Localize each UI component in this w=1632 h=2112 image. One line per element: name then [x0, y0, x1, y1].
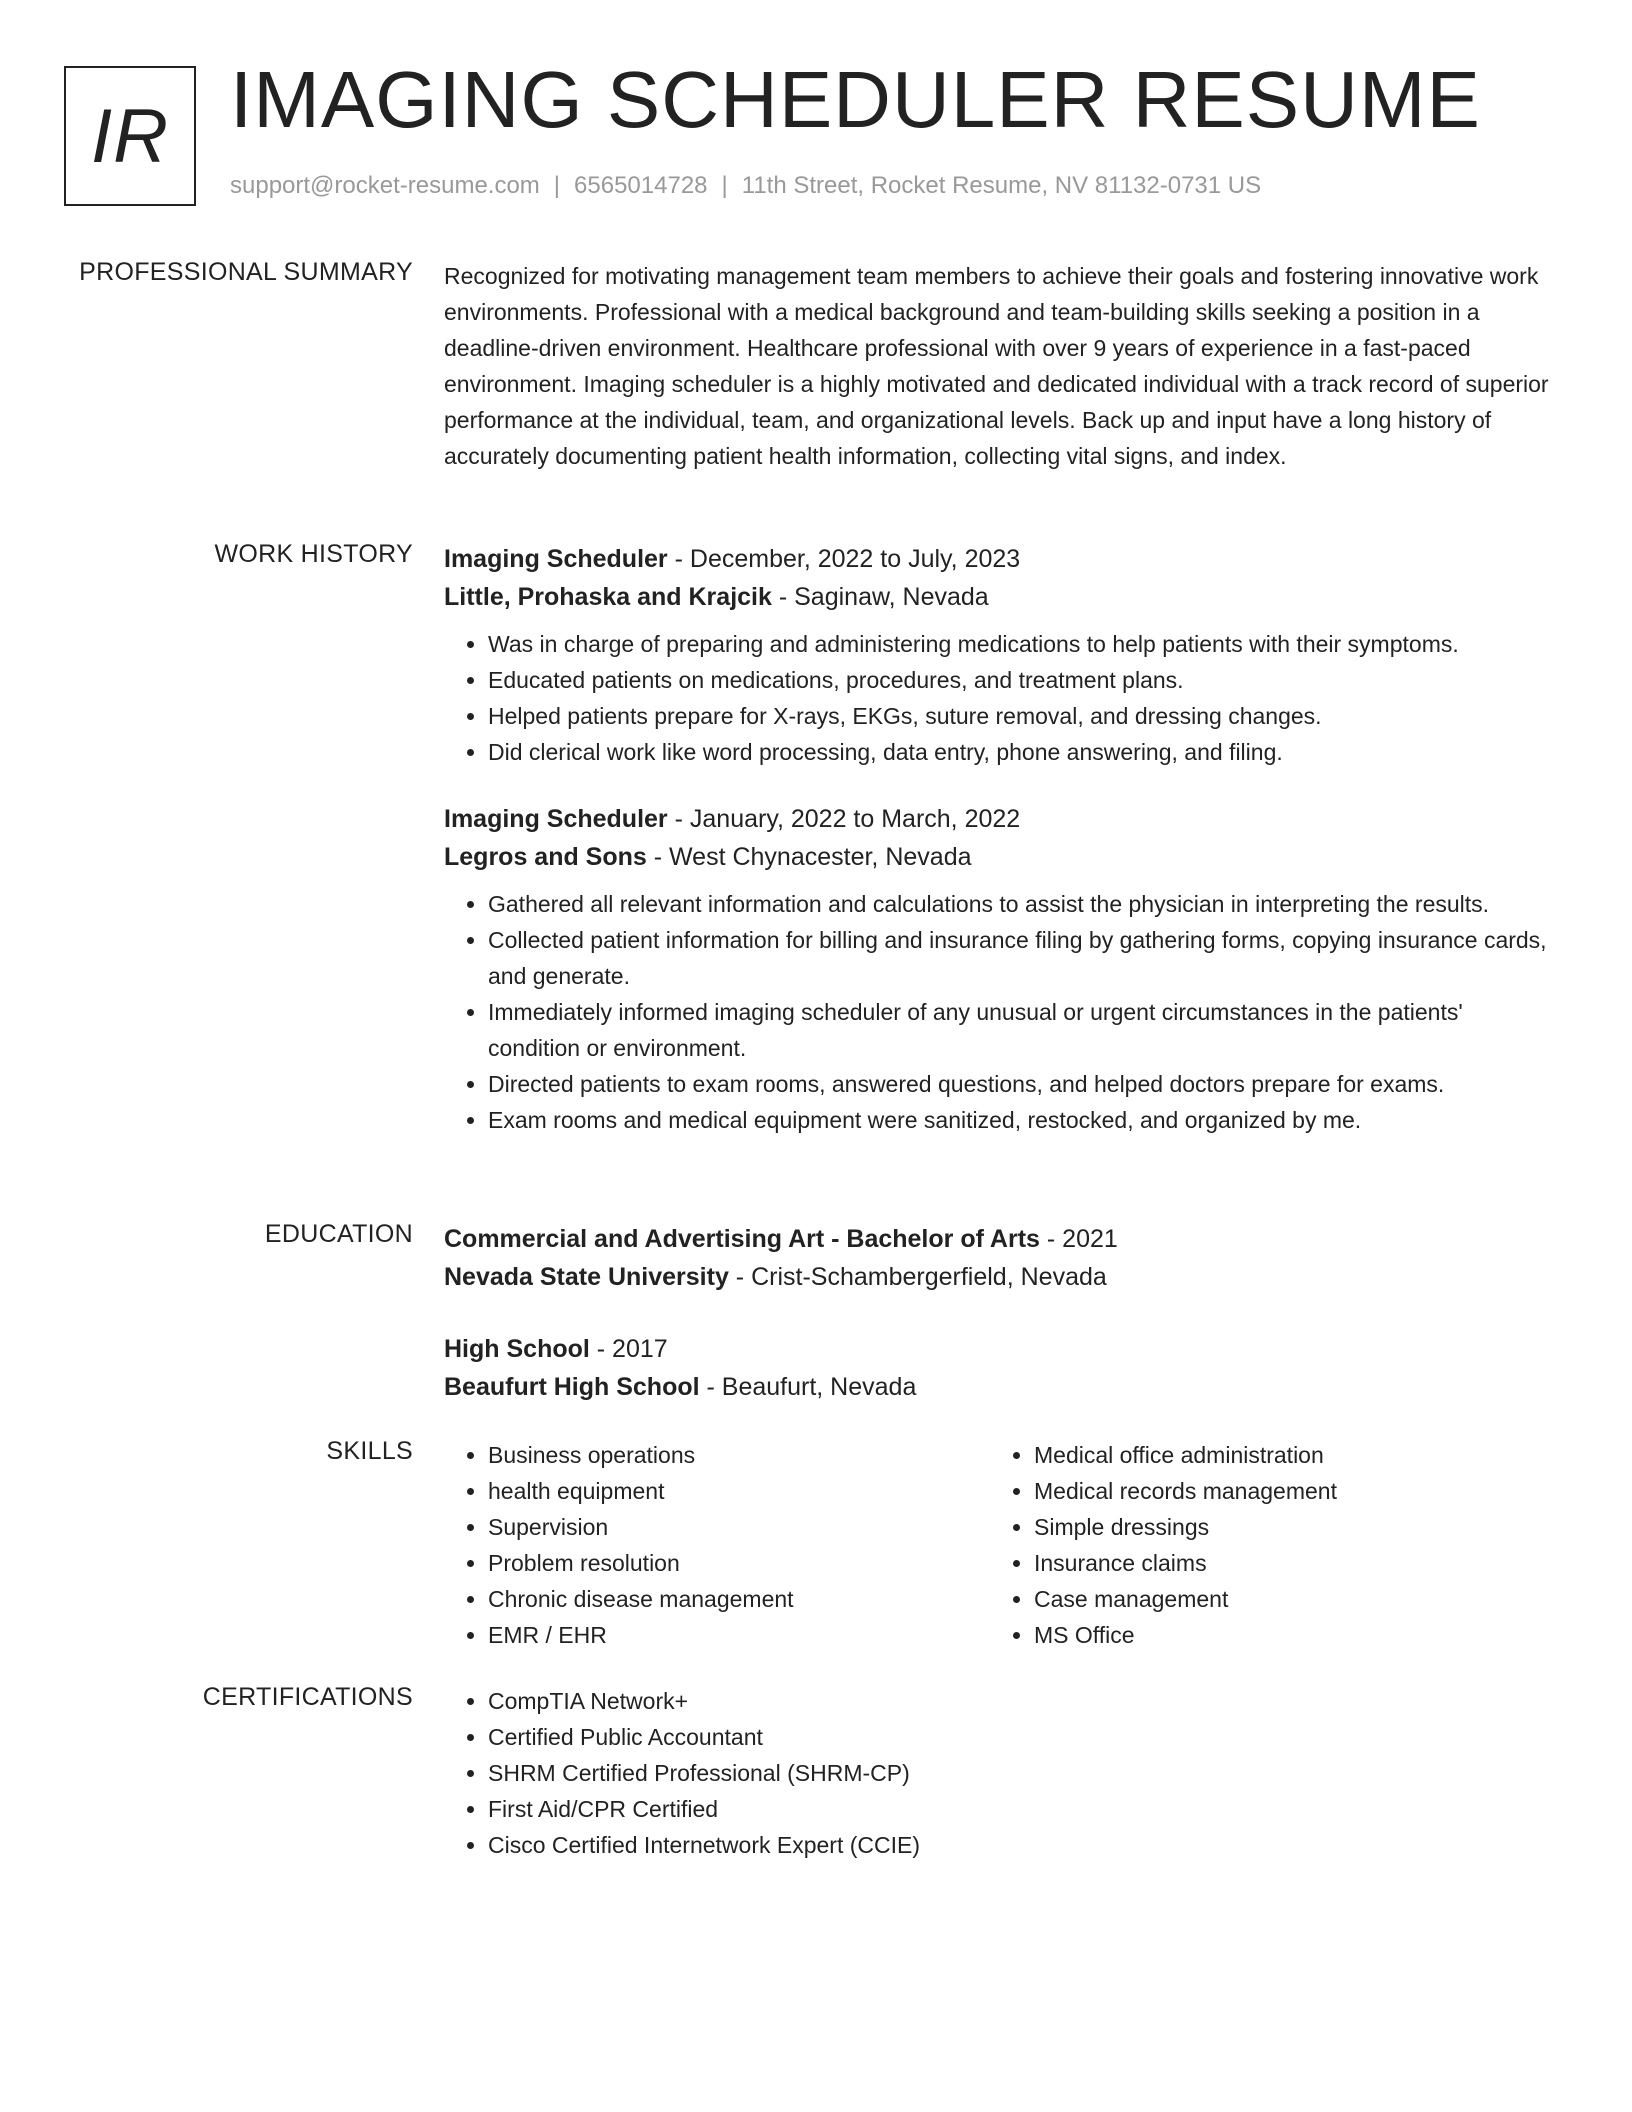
skill-item: • EMR / EHR [488, 1617, 990, 1653]
certifications-list [444, 1683, 1549, 1863]
skills-list-left [444, 1437, 990, 1653]
skill-item: • Medical records management [1034, 1473, 1536, 1509]
skill-item: • Medical office administration [1034, 1437, 1536, 1473]
skill-item: • Chronic disease management [488, 1581, 990, 1617]
school: Nevada State University [444, 1263, 729, 1291]
section-label-education: EDUCATION [264, 1220, 413, 1248]
contact-separator: | [721, 172, 728, 199]
job-title-line [444, 800, 1549, 838]
degree: High School [444, 1335, 590, 1363]
job-company: Legros and Sons [444, 843, 647, 871]
education-entry [444, 1220, 1549, 1296]
contact-address: 11th Street, Rocket Resume, NV 81132-0731 US [741, 172, 1262, 199]
school-line [444, 1258, 1549, 1296]
skill-item: • Business operations [488, 1437, 990, 1473]
contact-phone[interactable]: 6565014728 [574, 172, 708, 199]
work-history-body [444, 540, 1549, 1168]
job-entry [444, 540, 1549, 770]
certification-item: • SHRM Certified Professional (SHRM-CP) [488, 1755, 1549, 1791]
degree-line [444, 1330, 1549, 1368]
contact-separator: | [553, 172, 561, 199]
skill-item: • MS Office [1034, 1617, 1536, 1653]
section-label-skills: SKILLS [326, 1437, 413, 1465]
monogram-initials: IR [91, 93, 169, 179]
skill-item: • Case management [1034, 1581, 1536, 1617]
job-company-line [444, 578, 1549, 616]
job-company: Little, Prohaska and Krajcik [444, 583, 772, 611]
monogram-box [64, 66, 196, 206]
certification-item: • Certified Public Accountant [488, 1719, 1549, 1755]
summary-text: Recognized for motivating management team members to achieve their goals and fostering innovative work environments. Professional with a medical background and team-building skills seeking a position in a deadline-driven environment. Healthcare professional with over 9 years of experience in a fast-paced environment. Imaging scheduler is a highly motivated and dedicated individual with a track record of superior performance at the individual, team, and organizational levels. Back up and input have a long history of accurately documenting patient health information, collecting vital signs, and index. [444, 263, 1549, 469]
skill-item: • Problem resolution [488, 1545, 990, 1581]
job-title-line [444, 540, 1549, 578]
summary-body [444, 258, 1549, 474]
job-bullet: • Was in charge of preparing and administering medications to help patients with their symptoms. [488, 626, 1549, 662]
degree-year: - 2017 [589, 1335, 668, 1363]
degree-year: - 2021 [1039, 1225, 1118, 1253]
skill-item: • Insurance claims [1034, 1545, 1536, 1581]
school-location: - Crist-Schambergerfield, Nevada [728, 1263, 1107, 1291]
skill-item: • Supervision [488, 1509, 990, 1545]
education-entry [444, 1330, 1549, 1406]
job-bullets [444, 626, 1549, 770]
job-bullet: • Gathered all relevant information and calculations to assist the physician in interpreting the results. [488, 886, 1549, 922]
section-label-work-history: WORK HISTORY [214, 540, 413, 568]
job-dates: - December, 2022 to July, 2023 [667, 545, 1021, 573]
skills-columns [444, 1437, 1549, 1653]
job-entry [444, 800, 1549, 1138]
degree: Commercial and Advertising Art - Bachelor of Arts [444, 1225, 1040, 1253]
skill-item: • Simple dressings [1034, 1509, 1536, 1545]
job-location: - Saginaw, Nevada [771, 583, 989, 611]
job-bullet: • Exam rooms and medical equipment were sanitized, restocked, and organized by me. [488, 1102, 1549, 1138]
job-location: - West Chynacester, Nevada [646, 843, 972, 871]
contact-email[interactable]: support@rocket-resume.com [230, 172, 540, 199]
job-bullet: • Did clerical work like word processing, data entry, phone answering, and filing. [488, 734, 1549, 770]
job-bullet: • Immediately informed imaging scheduler of any unusual or urgent circumstances in the patients' condition or environment. [488, 994, 1549, 1066]
job-title: Imaging Scheduler [444, 545, 668, 573]
job-bullet: • Helped patients prepare for X-rays, EKGs, suture removal, and dressing changes. [488, 698, 1549, 734]
section-label-summary: PROFESSIONAL SUMMARY [79, 258, 413, 286]
job-bullet: • Educated patients on medications, procedures, and treatment plans. [488, 662, 1549, 698]
degree-line [444, 1220, 1549, 1258]
school-line [444, 1368, 1549, 1406]
job-bullets [444, 886, 1549, 1138]
job-bullet: • Collected patient information for billing and insurance filing by gathering forms, copying insurance cards, and generate. [488, 922, 1549, 994]
job-dates: - January, 2022 to March, 2022 [667, 805, 1021, 833]
section-label-certifications: CERTIFICATIONS [202, 1683, 413, 1711]
contact-line [230, 172, 1261, 200]
certifications-body [444, 1683, 1549, 1863]
resume-title: IMAGING SCHEDULER RESUME [230, 55, 1481, 144]
school: Beaufurt High School [444, 1373, 700, 1401]
job-bullet: • Directed patients to exam rooms, answered questions, and helped doctors prepare for exams. [488, 1066, 1549, 1102]
skills-body [444, 1437, 1549, 1653]
skills-list-right [990, 1437, 1536, 1653]
certification-item: • Cisco Certified Internetwork Expert (CCIE) [488, 1827, 1549, 1863]
skill-item: • health equipment [488, 1473, 990, 1509]
certification-item: • First Aid/CPR Certified [488, 1791, 1549, 1827]
job-company-line [444, 838, 1549, 876]
education-body [444, 1220, 1549, 1436]
school-location: - Beaufurt, Nevada [699, 1373, 917, 1401]
job-title: Imaging Scheduler [444, 805, 668, 833]
certification-item: • CompTIA Network+ [488, 1683, 1549, 1719]
